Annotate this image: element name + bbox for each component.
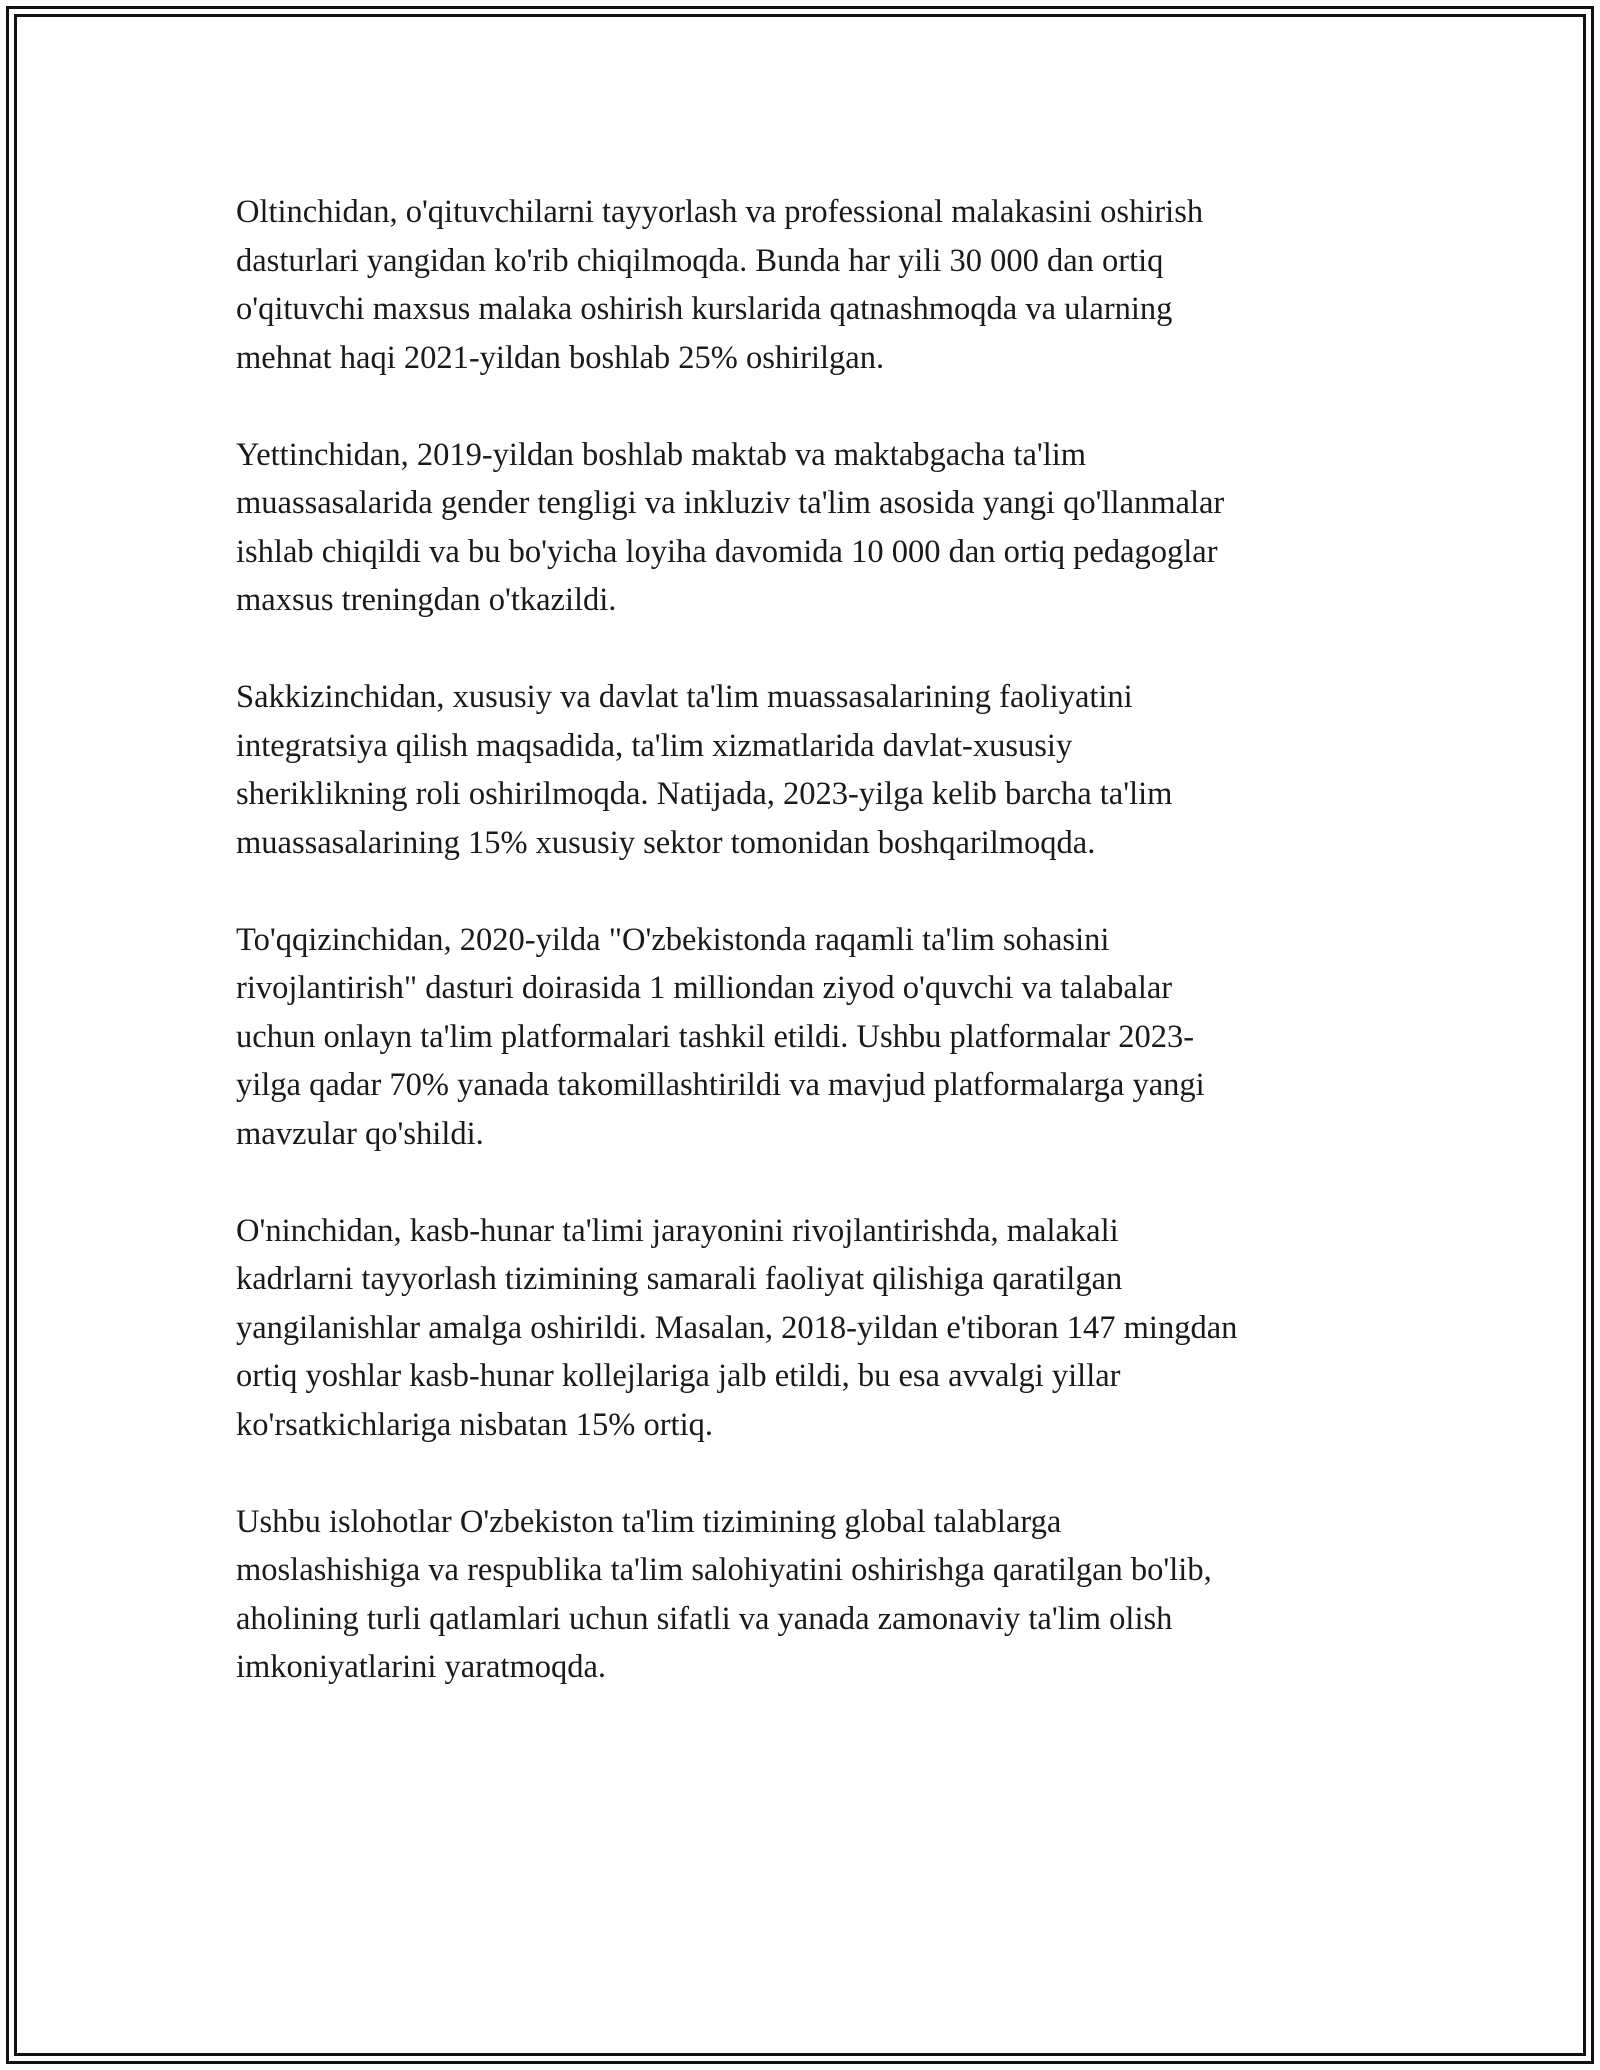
paragraph-sakkizinchidan: Sakkizinchidan, xususiy va davlat ta'lim muassasalarining faoliyatini integratsiya qilish maqsadida, ta'lim xizmatlarida davlat-xususiy sheriklikning roli oshirilmoqda. Natijada, 2023-yilga kelib barcha ta'lim muassasalarining 15% xususiy sektor tomonidan boshqarilmoqda.: [236, 679, 1173, 861]
paragraph-oltinchidan: Oltinchidan, o'qituvchilarni tayyorlash va professional malakasini oshirish dasturlari yangidan ko'rib chiqilmoqda. Bunda har yili 30 000 dan ortiq o'qituvchi maxsus malaka oshirish kurslarida qatnashmoqda va ularning mehnat haqi 2021-yildan boshlab 25% oshirilgan.: [236, 194, 1204, 376]
paragraph-toqqizinchidan: To'qqizinchidan, 2020-yilda "O'zbekistonda raqamli ta'lim sohasini rivojlantirish" dasturi doirasida 1 milliondan ziyod o'quvchi va talabalar uchun onlayn ta'lim platformalari tashkil etildi. Ushbu platformalar 2023- yilga qadar 70% yanada takomillashtirildi va mavjud platformalarga yangi mavzular qo'shildi.: [236, 921, 1205, 1152]
document-body: [236, 188, 1376, 1740]
paragraph-conclusion: Ushbu islohotlar O'zbekiston ta'lim tizimining global talablarga moslashishiga va respublika ta'lim salohiyatini oshirishga qaratilgan bo'lib, aholining turli qatlamlari uchun sifatli va yanada zamonaviy ta'lim olish imkoniyatlarini yaratmoqda.: [236, 1503, 1212, 1685]
paragraph-yettinchidan: Yettinchidan, 2019-yildan boshlab maktab va maktabgacha ta'lim muassasalarida gender tengligi va inkluziv ta'lim asosida yangi qo'llanmalar ishlab chiqildi va bu bo'yicha loyiha davomida 10 000 dan ortiq pedagoglar maxsus treningdan o'tkazildi.: [236, 436, 1225, 618]
paragraph-oninchidan: O'ninchidan, kasb-hunar ta'limi jarayonini rivojlantirishda, malakali kadrlarni tayyorlash tizimining samarali faoliyat qilishiga qaratilgan yangilanishlar amalga oshirildi. Masalan, 2018-yildan e'tiboran 147 mingdan ortiq yoshlar kasb-hunar kollejlariga jalb etildi, bu esa avvalgi yillar ko'rsatkichlariga nisbatan 15% ortiq.: [236, 1212, 1238, 1443]
